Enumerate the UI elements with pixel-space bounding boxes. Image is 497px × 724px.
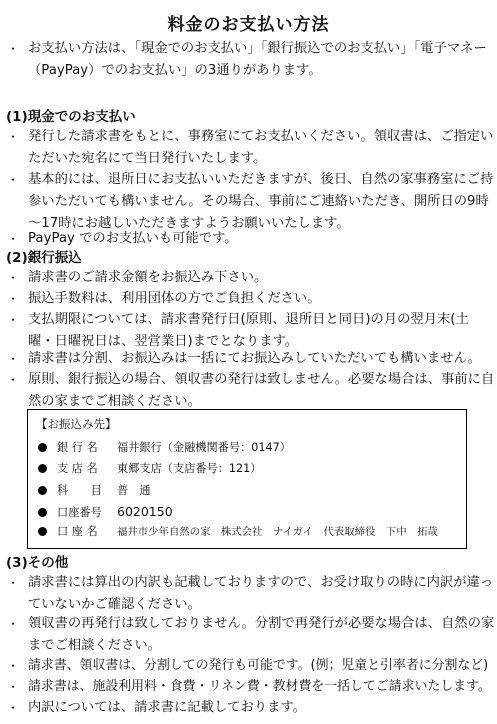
item-line: 参いただいても構いません。その場合、事前にご連絡いただき、開所日の9時 xyxy=(28,194,489,209)
bullet: ・ xyxy=(7,232,20,246)
item-line: 支払期限については、請求書発行日(原則、退所日と同日)の月の翌月末(土 xyxy=(28,312,469,327)
bullet: ・ xyxy=(7,373,20,387)
item-line: ～17時にお越しいただきますようお願いいたします。 xyxy=(28,216,350,231)
row-label: 銀 行 名 xyxy=(57,441,98,454)
item-line: 発行した請求書をもとに、事務室にてお支払いください。領収書は、ご指定い xyxy=(28,129,494,144)
bullet: ・ xyxy=(7,173,20,187)
item-line: 請求書は、施設利用料・食費・リネン費・教材費を一括してご請求いたします。 xyxy=(28,679,491,694)
bullet: ・ xyxy=(7,576,20,590)
bullet: ・ xyxy=(7,42,20,56)
row-label: 口座番号 xyxy=(57,506,102,519)
item-line: 原則、銀行振込の場合、領収書の発行は致しません。必要な場合は、事前に自 xyxy=(28,372,495,387)
bullet: ・ xyxy=(7,130,20,144)
transfer-row-bank xyxy=(38,440,291,456)
bullet: ・ xyxy=(7,292,20,306)
bullet: ・ xyxy=(7,701,20,715)
bullet-dot-icon xyxy=(38,443,47,452)
row-value: 普 通 xyxy=(117,484,151,497)
row-value: 6020150 xyxy=(117,504,173,519)
bullet-dot-icon xyxy=(38,464,47,473)
item-line: 請求書、領収書は、分割しての発行も可能です。(例；児童と引率者に分割など) xyxy=(28,658,489,673)
transfer-row-account-number xyxy=(38,504,173,521)
section-heading-bank-transfer: (2)銀行振込 xyxy=(6,250,82,266)
item-line: 内訳については、請求書に記載しております。 xyxy=(28,700,306,715)
row-label: 支 店 名 xyxy=(57,462,98,475)
bullet: ・ xyxy=(7,617,20,631)
item-line: 請求書には算出の内訳も記載しておりますので、お受け取りの時に内訳が違っ xyxy=(28,575,494,590)
bullet-dot-icon xyxy=(38,486,47,495)
intro-line: （PayPay）でのお支払い」の3通りがあります。 xyxy=(28,63,322,78)
bullet: ・ xyxy=(7,680,20,694)
bullet-dot-icon xyxy=(38,527,47,536)
transfer-row-branch xyxy=(38,461,261,477)
item-line: PayPay でのお支払いも可能です。 xyxy=(28,231,238,246)
intro-paragraph xyxy=(0,38,497,82)
transfer-row-account-type xyxy=(38,483,151,499)
bullet: ・ xyxy=(7,271,20,285)
bullet: ・ xyxy=(7,313,20,327)
item-line: 請求書のご請求金額をお振込み下さい。 xyxy=(28,270,268,285)
bullet: ・ xyxy=(7,352,20,366)
item-line: 請求書は分割、お振込みは一括にてお振込みしていただいても構いません。 xyxy=(28,351,481,366)
page-title: 料金のお支払い方法 xyxy=(167,15,330,35)
item-line: までご相談ください。 xyxy=(28,638,161,653)
item-line: ただいた宛名にて当日発行いたします。 xyxy=(28,151,267,166)
bank-transfer-info-box xyxy=(27,409,467,549)
bullet-dot-icon xyxy=(38,508,47,517)
item-line: 振込手数料は、利用団体の方でご負担ください。 xyxy=(28,291,321,306)
item-line: 曜・日曜祝日は、翌営業日)までとなります。 xyxy=(28,334,299,349)
section-heading-cash: (1)現金でのお支払い xyxy=(6,109,136,125)
item-line: 然の家までご相談ください。 xyxy=(28,394,201,409)
row-value: 福井市少年自然の家 株式会社 ナイガイ 代表取締役 下中 拓哉 xyxy=(117,526,438,538)
row-value: 東郷支店（支店番号：121） xyxy=(117,462,262,475)
section-heading-other: (3)その他 xyxy=(6,555,69,571)
row-value: 福井銀行（金融機関番号：0147） xyxy=(117,441,291,454)
row-label: 口 座 名 xyxy=(57,525,98,538)
bullet: ・ xyxy=(7,659,20,673)
item-line: 領収書の再発行は致しておりません。分割で再発行が必要な場合は、自然の家 xyxy=(28,616,495,631)
row-label: 科 目 xyxy=(57,484,102,497)
intro-line: お支払い方法は、「現金でのお支払い」「銀行振込でのお支払い」「電子マネー xyxy=(28,41,487,56)
item-line: ていないかご確認ください。 xyxy=(28,597,201,612)
transfer-row-account-name xyxy=(38,524,438,540)
transfer-box-title: 【お振込み先】 xyxy=(36,417,117,431)
item-line: 基本的には、退所日にお支払いいただきますが、後日、自然の家事務室にご持 xyxy=(28,172,494,187)
